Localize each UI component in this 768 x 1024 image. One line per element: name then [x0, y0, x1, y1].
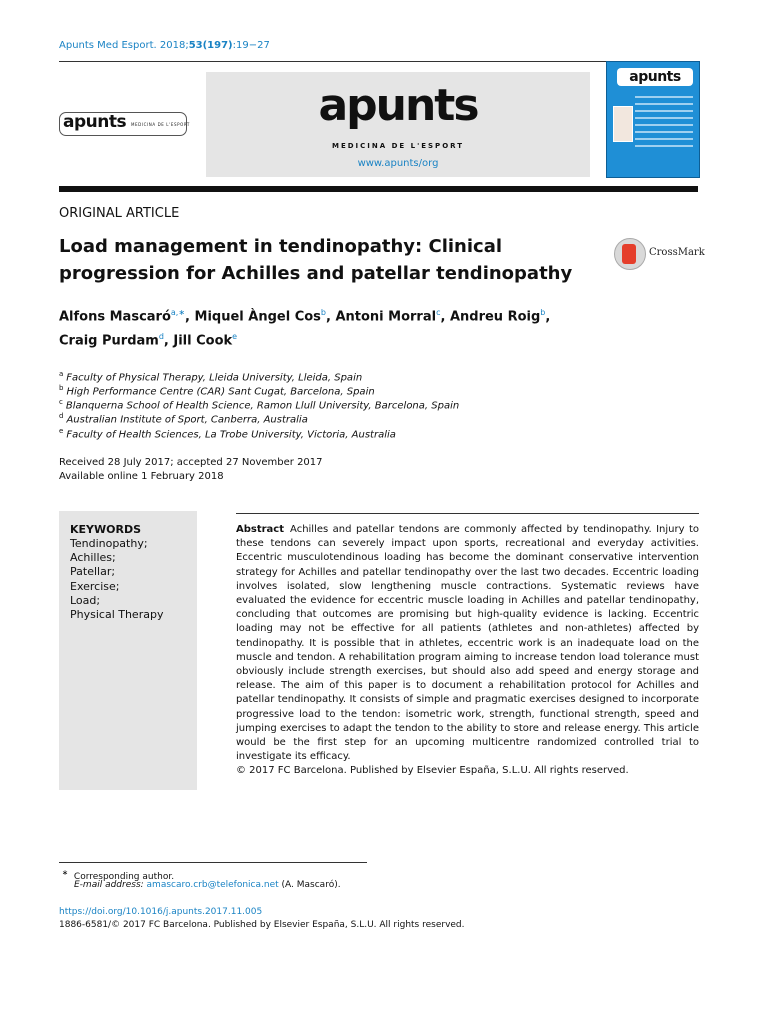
logo-word: apunts [63, 112, 127, 132]
author-affiliation-mark[interactable]: a,∗ [170, 308, 186, 317]
author-name: Craig Purdam [59, 333, 159, 349]
abstract-label: Abstract [236, 524, 285, 535]
keywords-heading: KEYWORDS [70, 523, 142, 536]
received-dates: Received 28 July 2017; accepted 27 November 2017 [59, 457, 323, 468]
journal-banner [206, 72, 590, 177]
crossmark-label: CrossMark [649, 247, 705, 258]
header-thick-rule [59, 186, 698, 192]
affiliation-e: $^e$ Faculty of Health Sciences, La Trobe University, Victoria, Australia [59, 427, 396, 441]
crossmark-badge[interactable] [614, 238, 704, 274]
cover-logo: apunts [617, 68, 693, 86]
article-title: Load management in tendinopathy: Clinical progression for Achilles and patellar tendinopathy [59, 236, 573, 284]
keyword: Load; [70, 594, 101, 607]
journal-logo-small [59, 112, 190, 136]
citation-pages: :19−27 [232, 40, 270, 51]
keyword: Exercise; [70, 580, 120, 593]
keyword: Tendinopathy; [70, 537, 148, 550]
cover-text-lines [635, 96, 693, 152]
citation-volume: 53(197) [188, 40, 233, 51]
cover-photo [613, 106, 633, 142]
keyword: Physical Therapy [70, 608, 164, 621]
author-name: Andreu Roig [449, 309, 541, 325]
banner-subtitle: MEDICINA DE L'ESPORT [331, 142, 464, 150]
abstract-divider [236, 513, 699, 514]
email-link[interactable]: amascaro.crb@telefonica.net [146, 880, 279, 890]
author-affiliation-mark[interactable]: b [540, 308, 546, 317]
online-date: Available online 1 February 2018 [59, 471, 224, 482]
keywords-box [59, 511, 197, 790]
abstract-text: Achilles and patellar tendons are commonly affected by tendinopathy. Injury to these tendons can severely impact upon sports, recreational and everyday activities. Eccentric musculotendinous loading has become the dominant conservative intervention strategy for Achilles and patellar tendinopathy over the last two decades. Eccentric loading involves isolated, slow lengthening muscle contractions. Systematic reviews have evaluated the evidence for eccentric muscle loading in Achilles and patellar tendinopathy, concluding that outcomes are promising but high-quality evidence is lacking. Eccentric loading may not be effective for all patients (athletes and non-athletes) affected by tendinopathy. It is possible that in athletes, eccentric work is an inadequate load on the muscle and tendon. A rehabilitation program aiming to increase tendon load tolerance must obviously include strength exercises, but should also add speed and energy storage and release. The aim of this paper is to document a rehabilitation protocol for Achilles and patellar tendinopathy. It consists of simple and pragmatic exercises designed to incorporate progressive load to the tendon: isometric work, strength, functional strength, speed and jumping exercises to adapt the tendon to the ability to store and release energy. This article would be the first step for an upcoming multicentre randomized controlled trial to investigate its efficacy. [236, 524, 699, 763]
journal-citation[interactable] [59, 40, 270, 51]
author-affiliation-mark[interactable]: e [232, 332, 238, 342]
abstract [236, 523, 699, 779]
email-owner: (A. Mascaró). [281, 880, 341, 890]
affiliation-b: $^b$ High Performance Centre (CAR) Sant Cugat, Barcelona, Spain [59, 384, 375, 398]
affiliation-a: $^a$ Faculty of Physical Therapy, Lleida University, Lleida, Spain [59, 370, 363, 384]
author-list: Alfons Mascaró$^{a,∗}$, Miquel Àngel Cos$^b$, Antoni Morral$^c$, Andreu Roig$^b$, Craig Purdam$^d$, Jill Cook$^e$ [59, 308, 551, 349]
crossmark-icon [614, 238, 646, 270]
author-affiliation-mark[interactable]: d [158, 332, 164, 342]
author-affiliation-mark[interactable]: c [436, 308, 441, 317]
banner-url[interactable]: www.apunts/org [357, 158, 439, 169]
article-type: ORIGINAL ARTICLE [59, 206, 180, 221]
logo-subtitle: MEDICINA DE L'ESPORT [131, 122, 190, 127]
issn-copyright: 1886-6581/© 2017 FC Barcelona. Published by Elsevier España, S.L.U. All rights reserved. [59, 920, 465, 930]
footnote-divider [59, 862, 367, 863]
author-name: Antoni Morral [335, 309, 437, 325]
email-label: E-mail address: [74, 880, 144, 890]
abstract-copyright: © 2017 FC Barcelona. Published by Elsevier España, S.L.U. All rights reserved. [236, 765, 629, 777]
affiliation-c: $^c$ Blanquerna School of Health Science, Ramon Llull University, Barcelona, Spain [59, 398, 460, 412]
author-name: Jill Cook [173, 333, 233, 349]
journal-cover-thumbnail [606, 61, 700, 178]
author-name: Alfons Mascaró [59, 309, 171, 325]
citation-journal: Apunts Med Esport. 2018; [59, 40, 189, 51]
corresponding-note: ∗ Corresponding author. [61, 868, 175, 882]
email-note [74, 880, 341, 890]
author-affiliation-mark[interactable]: b [320, 308, 326, 317]
doi-link[interactable]: https://doi.org/10.1016/j.apunts.2017.11.005 [59, 907, 263, 917]
keyword: Achilles; [70, 551, 116, 564]
keyword: Patellar; [70, 565, 116, 578]
author-name: Miquel Àngel Cos [194, 309, 321, 325]
banner-logo: apunts [318, 80, 478, 131]
header-divider [59, 61, 698, 62]
affiliation-d: $^d$ Australian Institute of Sport, Canberra, Australia [59, 412, 308, 426]
